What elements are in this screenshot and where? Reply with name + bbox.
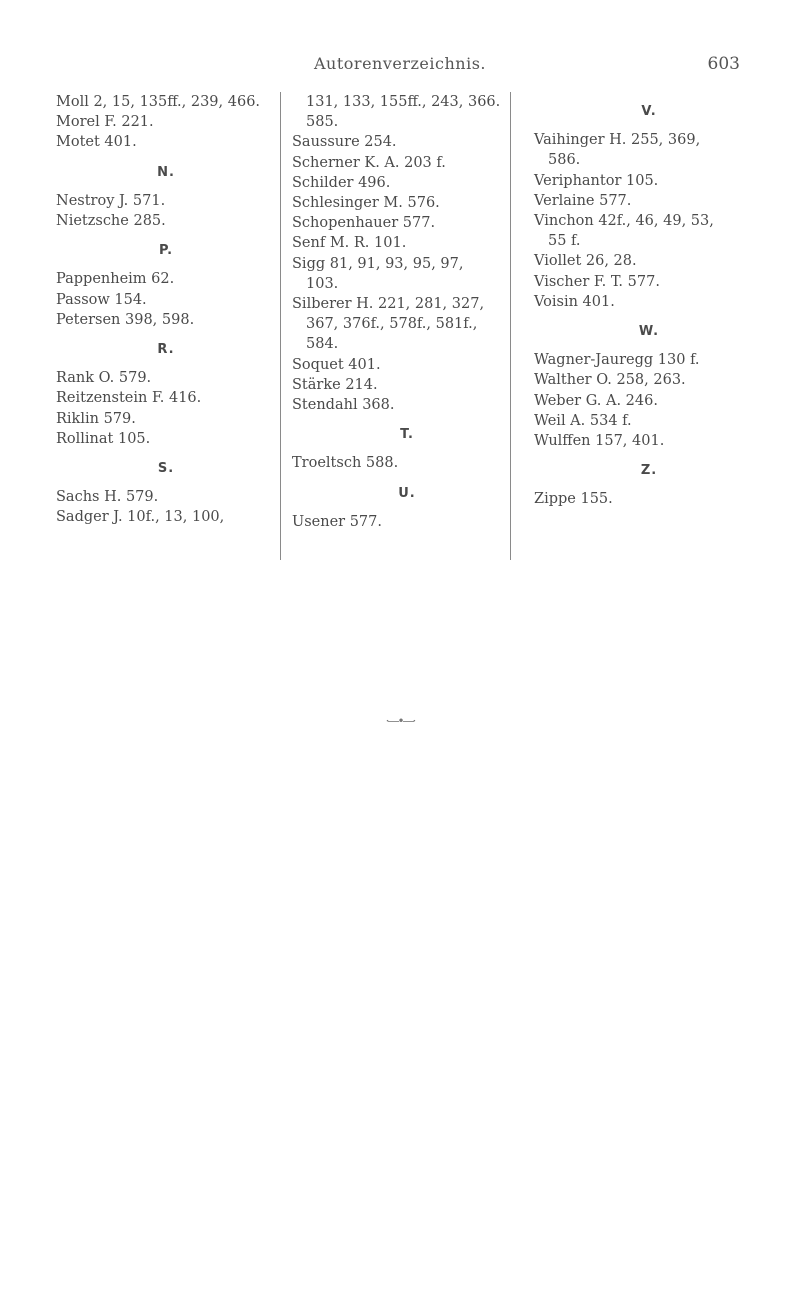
index-entry: Schlesinger M. 576. — [292, 195, 440, 212]
index-entry: Soquet 401. — [292, 356, 381, 373]
index-column-1 — [56, 92, 276, 528]
index-entry: Scherner K. A. 203 f. — [292, 154, 446, 171]
index-column-3 — [534, 92, 764, 510]
index-entry: Pappenheim 62. — [56, 271, 175, 288]
index-entry-continuation: 586. — [548, 152, 581, 169]
index-entry: Stärke 214. — [292, 376, 378, 393]
index-entry: Silberer H. 221, 281, 327, — [292, 296, 485, 313]
index-entry: Weil A. 534 f. — [534, 412, 632, 429]
page-header-title: Autorenverzeichnis. — [314, 54, 486, 73]
index-entry: Zippe 155. — [534, 491, 613, 508]
index-entry: Nestroy J. 571. — [56, 192, 166, 209]
index-entry: Walther O. 258, 263. — [534, 372, 686, 389]
section-letter: V. — [641, 104, 657, 119]
column-divider-2 — [510, 92, 511, 560]
index-entry-continuation: 103. — [306, 275, 339, 292]
index-entry: Verlaine 577. — [534, 192, 632, 209]
index-entry: Senf M. R. 101. — [292, 235, 407, 252]
index-entry: Moll 2, 15, 135ff., 239, 466. — [56, 94, 261, 110]
index-entry: Vischer F. T. 577. — [534, 273, 660, 290]
index-entry: Sachs H. 579. — [56, 489, 159, 506]
index-entry: Morel F. 221. — [56, 114, 154, 131]
index-entry-continuation: 584. — [306, 336, 339, 353]
index-entry-continuation: 131, 133, 155ff., 243, 366. — [306, 94, 501, 110]
section-letter: T. — [400, 427, 414, 443]
index-entry: Rank O. 579. — [56, 370, 152, 387]
section-letter: R. — [157, 342, 175, 358]
section-letter: U. — [398, 485, 416, 501]
index-entry: Rollinat 105. — [56, 430, 151, 447]
index-entry: Viollet 26, 28. — [534, 253, 637, 270]
index-entry: Vinchon 42f., 46, 49, 53, — [534, 213, 714, 230]
section-letter: P. — [158, 243, 174, 259]
section-letter: S. — [157, 461, 175, 477]
index-entry: Wulffen 157, 401. — [534, 433, 665, 450]
index-entry: Sadger J. 10f., 13, 100, — [56, 509, 225, 526]
index-entry: Riklin 579. — [56, 410, 136, 427]
page-number: 603 — [707, 54, 740, 74]
index-entry: Vaihinger H. 255, 369, — [534, 132, 701, 149]
index-entry-continuation: 367, 376f., 578f., 581f., — [306, 316, 478, 333]
section-letter: N. — [157, 164, 175, 180]
section-letter: W. — [638, 324, 660, 340]
index-entry: Motet 401. — [56, 134, 137, 151]
index-entry: Petersen 398, 598. — [56, 311, 195, 328]
index-entry: Passow 154. — [56, 291, 147, 308]
index-entry: Usener 577. — [292, 513, 382, 530]
end-ornament: ·—•—· — [385, 714, 415, 728]
index-entry: Sigg 81, 91, 93, 95, 97, — [292, 255, 464, 272]
index-entry-continuation: 55 f. — [548, 233, 581, 250]
index-entry: Troeltsch 588. — [292, 455, 399, 472]
index-entry: Voisin 401. — [534, 293, 615, 310]
index-entry: Wagner-Jauregg 130 f. — [534, 352, 700, 369]
index-entry: Stendahl 368. — [292, 397, 395, 414]
index-entry: Reitzenstein F. 416. — [56, 390, 202, 407]
index-entry: Veriphantor 105. — [534, 172, 659, 189]
index-entry: Weber G. A. 246. — [534, 392, 658, 409]
index-entry: Saussure 254. — [292, 134, 397, 151]
index-entry: Nietzsche 285. — [56, 213, 166, 230]
index-entry: Schilder 496. — [292, 174, 391, 191]
index-entry-continuation: 585. — [306, 114, 339, 131]
section-letter: Z. — [640, 463, 658, 479]
index-column-2 — [292, 92, 522, 532]
index-entry: Schopenhauer 577. — [292, 215, 436, 232]
column-divider-1 — [280, 92, 281, 560]
